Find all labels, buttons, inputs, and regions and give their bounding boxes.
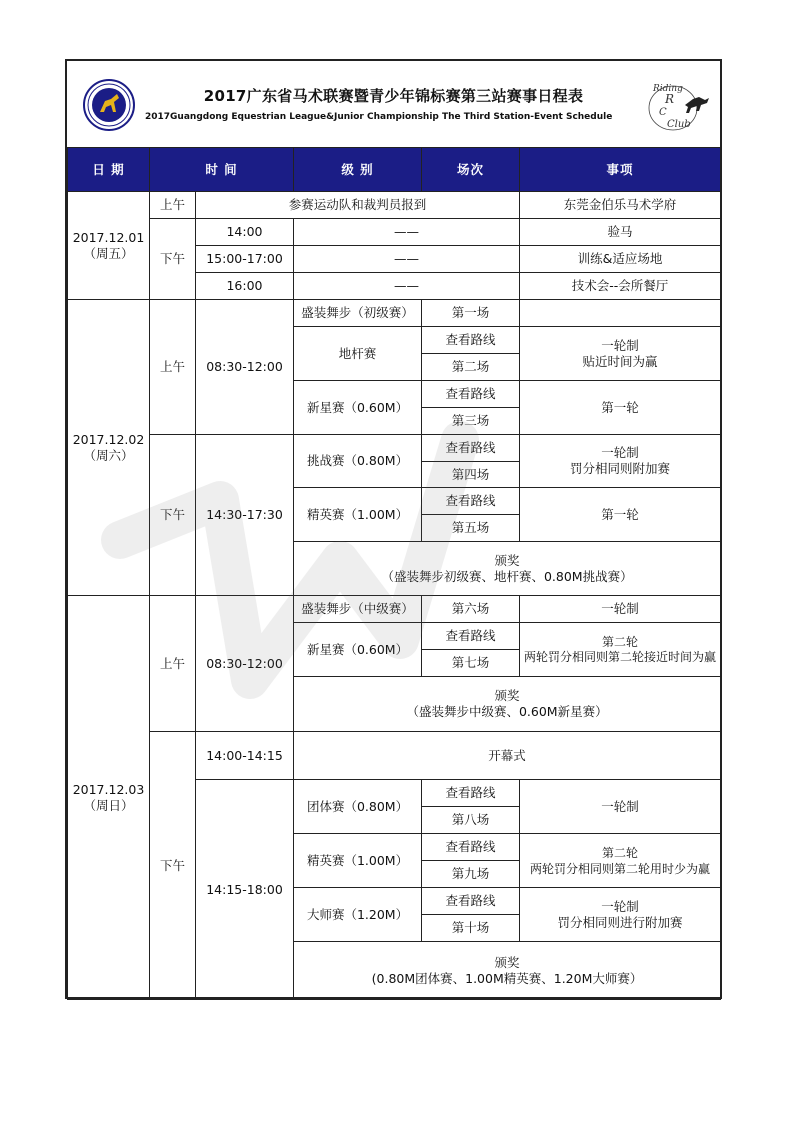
date-text: 2017.12.03: [72, 781, 145, 797]
date-text: 2017.12.01: [72, 229, 145, 245]
weekday-text: （周日）: [83, 797, 134, 813]
level-cell: 盛装舞步（中级赛）: [294, 596, 422, 623]
round-cell: 查看路线: [422, 488, 520, 515]
level-cell: 新星赛（0.60M）: [294, 623, 422, 677]
time-cell: 08:30-12:00: [196, 300, 294, 435]
award-title: 颁奖: [494, 552, 520, 568]
period-pm: 下午: [150, 435, 196, 596]
level-cell: 地杆赛: [294, 327, 422, 381]
award-cell: [294, 542, 721, 596]
date-text: 2017.12.02: [72, 431, 145, 447]
table-row: [68, 732, 721, 780]
round-cell: 查看路线: [422, 834, 520, 861]
schedule-table: [67, 147, 721, 1000]
note-cell: [520, 327, 721, 381]
time-cell: 14:00-14:15: [196, 732, 294, 780]
round-cell: 第九场: [422, 861, 520, 888]
event-cell: 开幕式: [294, 732, 721, 780]
note-line: 两轮罚分相同则第二轮接近时间为赢: [524, 649, 717, 664]
note-line: 罚分相同则进行附加赛: [557, 914, 683, 930]
table-row: [68, 300, 721, 327]
date-cell: [68, 596, 150, 1000]
note-line: 第二轮: [602, 845, 639, 860]
col-header-level: 级 别: [294, 148, 422, 192]
period-pm: 下午: [150, 219, 196, 300]
round-cell: 第八场: [422, 807, 520, 834]
period-am: 上午: [150, 192, 196, 219]
note-line: 第二轮: [602, 634, 639, 649]
note-cell: 训练&适应场地: [520, 246, 721, 273]
level-cell: 精英赛（1.00M）: [294, 488, 422, 542]
award-cell: [294, 942, 721, 1000]
level-cell: 团体赛（0.80M）: [294, 780, 422, 834]
award-title: 颁奖: [494, 954, 520, 970]
note-cell: 一轮制: [520, 596, 721, 623]
note-cell: 验马: [520, 219, 721, 246]
weekday-text: （周六）: [83, 447, 134, 463]
level-cell: 挑战赛（0.80M）: [294, 435, 422, 488]
award-cell: [294, 677, 721, 732]
note-line: 一轮制: [601, 337, 639, 353]
round-cell: 第十场: [422, 915, 520, 942]
award-detail: （盛装舞步初级赛、地杆赛、0.80M挑战赛）: [381, 568, 633, 584]
svg-text:C: C: [659, 107, 667, 118]
date-cell: [68, 192, 150, 300]
time-cell: 16:00: [196, 273, 294, 300]
svg-text:Club: Club: [667, 119, 691, 130]
table-row: [68, 435, 721, 462]
level-cell: 大师赛（1.20M）: [294, 888, 422, 942]
note-cell: [520, 623, 721, 677]
note-cell: 一轮制: [520, 780, 721, 834]
note-line: 一轮制: [601, 898, 639, 914]
award-detail: （盛装舞步中级赛、0.60M新星赛）: [406, 704, 608, 719]
time-cell: 15:00-17:00: [196, 246, 294, 273]
level-cell: ——: [294, 219, 520, 246]
award-detail: (0.80M团体赛、1.00M精英赛、1.20M大师赛）: [371, 970, 643, 986]
period-am: 上午: [150, 300, 196, 435]
time-cell: 14:15-18:00: [196, 780, 294, 1000]
time-cell: 14:00: [196, 219, 294, 246]
round-cell: 第四场: [422, 462, 520, 488]
period-pm: 下午: [150, 732, 196, 1000]
note-cell: [520, 834, 721, 888]
round-cell: 第六场: [422, 596, 520, 623]
round-cell: 第五场: [422, 515, 520, 542]
event-cell: 参赛运动队和裁判员报到: [196, 192, 520, 219]
round-cell: 查看路线: [422, 435, 520, 462]
svg-text:R: R: [665, 92, 675, 106]
page-subtitle: 2017Guangdong Equestrian League&Junior Championship The Third Station-Event Schedule: [145, 112, 613, 122]
award-title: 颁奖: [494, 688, 520, 703]
note-line: 贴近时间为赢: [582, 353, 658, 369]
round-cell: 查看路线: [422, 888, 520, 915]
round-cell: 查看路线: [422, 327, 520, 354]
note-cell: 技术会--会所餐厅: [520, 273, 721, 300]
note-line: 两轮罚分相同则第二轮用时少为赢: [530, 861, 711, 876]
table-row: [68, 192, 721, 219]
note-line: 一轮制: [601, 445, 639, 460]
svg-text:Riding: Riding: [653, 84, 683, 94]
document-header: [67, 61, 720, 147]
note-cell: [520, 888, 721, 942]
table-row: [68, 596, 721, 623]
club-logo-icon: [643, 75, 713, 135]
level-cell: 新星赛（0.60M）: [294, 381, 422, 435]
note-cell: [520, 435, 721, 488]
schedule-document: [65, 59, 722, 999]
level-cell: ——: [294, 246, 520, 273]
note-cell: 东莞金伯乐马术学府: [520, 192, 721, 219]
level-cell: 盛装舞步（初级赛）: [294, 300, 422, 327]
weekday-text: （周五）: [83, 245, 134, 261]
period-am: 上午: [150, 596, 196, 732]
time-cell: 14:30-17:30: [196, 435, 294, 596]
round-cell: 第三场: [422, 408, 520, 435]
level-cell: 精英赛（1.00M）: [294, 834, 422, 888]
time-cell: 08:30-12:00: [196, 596, 294, 732]
note-line: 罚分相同则附加赛: [570, 461, 671, 476]
col-header-round: 场次: [422, 148, 520, 192]
page-title: 2017广东省马术联赛暨青少年锦标赛第三站赛事日程表: [203, 87, 584, 105]
round-cell: 第一场: [422, 300, 520, 327]
round-cell: 查看路线: [422, 623, 520, 650]
round-cell: 第二场: [422, 354, 520, 381]
note-cell: 第一轮: [520, 381, 721, 435]
col-header-time: 时 间: [150, 148, 294, 192]
round-cell: 第七场: [422, 650, 520, 677]
round-cell: 查看路线: [422, 780, 520, 807]
col-header-date: 日 期: [68, 148, 150, 192]
round-cell: 查看路线: [422, 381, 520, 408]
table-row: [68, 219, 721, 246]
note-cell: [520, 300, 721, 327]
table-header-row: [68, 148, 721, 192]
date-cell: [68, 300, 150, 596]
note-cell: 第一轮: [520, 488, 721, 542]
level-cell: ——: [294, 273, 520, 300]
col-header-note: 事项: [520, 148, 721, 192]
